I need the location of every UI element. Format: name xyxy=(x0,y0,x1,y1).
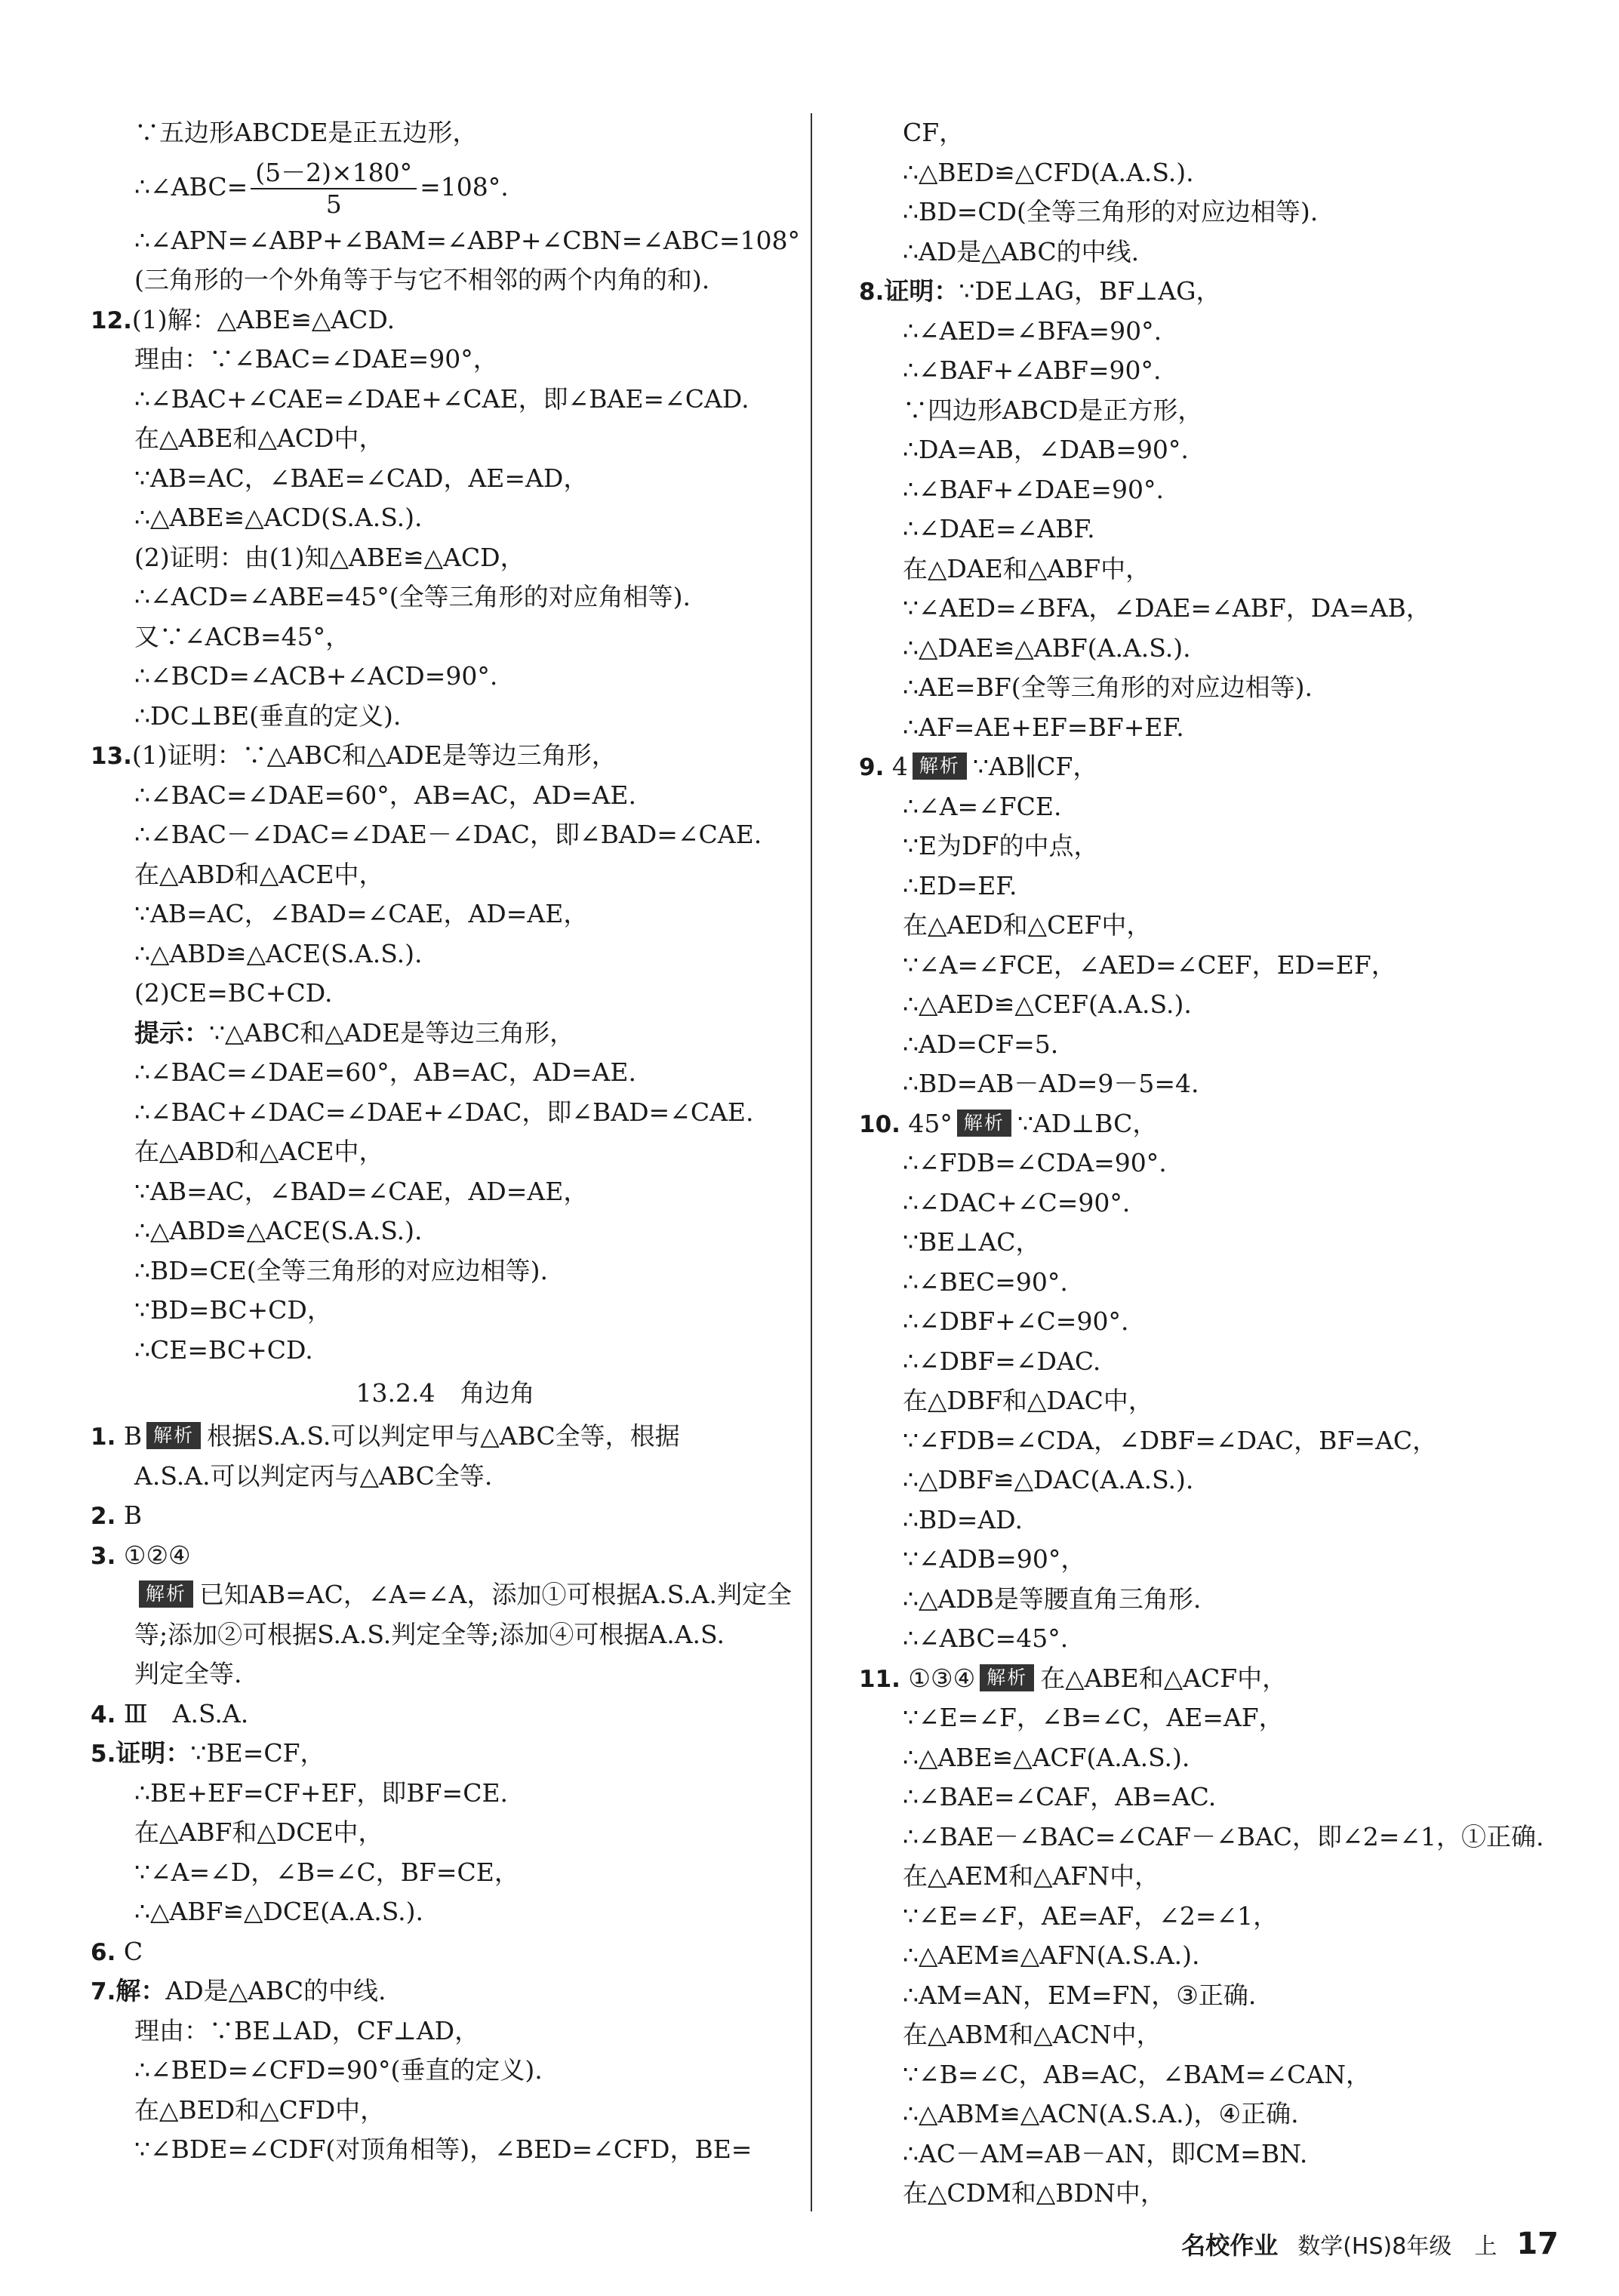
text-line: (2)CE=BC+CD. xyxy=(134,978,333,1008)
text-line: ∴△DBF≌△DAC(A.A.S.). xyxy=(903,1465,1194,1494)
footer-subject: 数学(HS)8年级 上 xyxy=(1297,2233,1497,2260)
left-column xyxy=(91,113,800,2170)
text-line: ∵BE⊥AC， xyxy=(903,1227,1041,1257)
analysis-line: 解析 已知AB=AC，∠A=∠A，添加①可根据A.S.A.判定全 xyxy=(91,1575,800,1615)
text-line: ∵∠BDE=∠CDF(对顶角相等)，∠BED=∠CFD，BE= xyxy=(134,2134,753,2164)
text-line: CF， xyxy=(903,118,965,147)
text-line: ∴BD=CE(全等三角形的对应边相等). xyxy=(134,1255,548,1285)
text-line: ∵AB=AC，∠BAD=∠CAE，AD=AE， xyxy=(134,899,589,928)
text-line: ∴∠BAF+∠DAE=90°. xyxy=(903,474,1164,504)
text-line: 在△ABD和△ACE中， xyxy=(134,1137,384,1166)
question-8: 8.证明：∵DE⊥AG，BF⊥AG， xyxy=(859,276,1221,306)
text-line: ∴CE=BC+CD. xyxy=(134,1334,313,1365)
text-line: ∵∠E=∠F，AE=AF，∠2=∠1， xyxy=(903,1901,1279,1931)
text-line: ∴∠BAC=∠DAE=60°，AB=AC，AD=AE. xyxy=(134,780,636,810)
question-2: 2. B xyxy=(91,1500,143,1530)
text-line: ∵∠A=∠D，∠B=∠C，BF=CE， xyxy=(134,1857,519,1887)
text-line: ∴BD=AD. xyxy=(903,1504,1023,1534)
text-line: 在△AED和△CEF中， xyxy=(903,910,1152,940)
text-line: ∴∠AED=∠BFA=90°. xyxy=(903,315,1162,346)
text-line: ∴BD=AB－AD=9－5=4. xyxy=(903,1069,1199,1098)
question-9: 9. 4 解析 ∵AB∥CF， xyxy=(859,752,1098,781)
text-line: 在△ABD和△ACE中， xyxy=(134,859,384,889)
text-line: A.S.A.可以判定丙与△ABC全等. xyxy=(134,1460,493,1491)
text-line: ∴AE=BF(全等三角形的对应边相等). xyxy=(903,672,1313,702)
text-line: ∴∠BAE=∠CAF，AB=AC. xyxy=(903,1782,1217,1811)
text-line: ∴∠ABC=45°. xyxy=(903,1624,1069,1653)
section-title: 13.2.4 角边角 xyxy=(356,1378,535,1408)
text-line: 理由：∵∠BAC=∠DAE=90°， xyxy=(134,344,498,374)
text-line: ∴△ABD≌△ACE(S.A.S.). xyxy=(134,1216,423,1245)
text-line: ∴△DAE≌△ABF(A.A.S.). xyxy=(903,632,1191,663)
text-line: 在△BED和△CFD中， xyxy=(134,2094,386,2125)
text-line: ∴∠BAE－∠BAC=∠CAF－∠BAC，即∠2=∠1，①正确. xyxy=(903,1821,1544,1851)
text-line: ∴∠BAC－∠DAC=∠DAE－∠DAC，即∠BAD=∠CAE. xyxy=(134,820,762,849)
text-line: 在△ABE和△ACD中， xyxy=(134,423,384,453)
text-line: ∵AB=AC，∠BAD=∠CAE，AD=AE， xyxy=(134,1176,589,1206)
question-3: 3. ①②④ xyxy=(91,1540,191,1570)
text-line: ∴∠BAC=∠DAE=60°，AB=AC，AD=AE. xyxy=(134,1057,636,1087)
text-line: ∴∠DBF=∠DAC. xyxy=(903,1346,1101,1376)
text-line: ∵E为DF的中点， xyxy=(903,831,1099,860)
text-line: 等;添加②可根据S.A.S.判定全等;添加④可根据A.A.S. xyxy=(134,1619,725,1649)
text-line: ∵五边形ABCDE是正五边形， xyxy=(134,118,478,147)
question-7: 7.解：AD是△ABC的中线. xyxy=(91,1976,386,2005)
text-line: ∵BD=BC+CD， xyxy=(134,1295,332,1325)
question-13: 13.(1)证明：∵△ABC和△ADE是等边三角形， xyxy=(91,740,617,770)
text-line: ∴AD=CF=5. xyxy=(903,1029,1059,1059)
question-10: 10. 45° 解析 ∵AD⊥BC， xyxy=(859,1108,1158,1138)
text-line: 在△ABM和△ACN中， xyxy=(903,2020,1162,2049)
text-line: ∴△ABM≌△ACN(A.S.A.)，④正确. xyxy=(903,2099,1299,2128)
text-line: ∵∠A=∠FCE，∠AED=∠CEF，ED=EF， xyxy=(903,949,1396,980)
text-line: ∴DC⊥BE(垂直的定义). xyxy=(134,700,402,731)
text-line: ∴∠BAC+∠CAE=∠DAE+∠CAE，即∠BAE=∠CAD. xyxy=(134,383,749,414)
question-6: 6. C xyxy=(91,1936,143,1966)
page-footer xyxy=(1181,2227,1559,2261)
text-line: 在△CDM和△BDN中， xyxy=(903,2178,1165,2208)
question-1: 1. B 解析 根据S.A.S.可以判定甲与△ABC全等，根据 xyxy=(91,1421,680,1451)
text-line: ∴AD是△ABC的中线. xyxy=(903,236,1140,266)
analysis-tag: 解析 xyxy=(957,1110,1011,1137)
text-line: ∴∠DBF+∠C=90°. xyxy=(903,1307,1129,1336)
analysis-tag: 解析 xyxy=(913,753,967,780)
text-line: ∴△BED≌△CFD(A.A.S.). xyxy=(903,157,1194,187)
text-line: ∴∠A=∠FCE. xyxy=(903,791,1062,821)
text-line: ∴△ABE≌△ACD(S.A.S.). xyxy=(134,503,423,532)
text-line: (三角形的一个外角等于与它不相邻的两个内角的和). xyxy=(134,265,710,294)
text-line: ∴∠BAC+∠DAC=∠DAE+∠DAC，即∠BAD=∠CAE. xyxy=(134,1097,754,1127)
text-line: ∵∠B=∠C，AB=AC，∠BAM=∠CAN， xyxy=(903,2059,1371,2089)
text-line: 在△DAE和△ABF中， xyxy=(903,553,1151,583)
right-column xyxy=(859,113,1561,2214)
text-line: ∴△ABE≌△ACF(A.A.S.). xyxy=(903,1742,1190,1772)
text-line: ∵AB=AC，∠BAE=∠CAD，AE=AD， xyxy=(134,463,589,493)
text-line: ∴∠BCD=∠ACB+∠ACD=90°. xyxy=(134,661,498,691)
text-line: ∴∠ACD=∠ABE=45°(全等三角形的对应角相等). xyxy=(134,582,691,611)
text-line: ∴ED=EF. xyxy=(903,870,1017,900)
text-line: 理由：∵BE⊥AD，CF⊥AD， xyxy=(134,2015,480,2045)
text-line: ∴△ABD≌△ACE(S.A.S.). xyxy=(134,938,423,968)
text-line: ∴∠FDB=∠CDA=90°. xyxy=(903,1148,1167,1177)
fraction: $\frac{(5-2)\times 180^\circ}{5}$ xyxy=(251,158,417,220)
text-line: ∴∠BAF+∠ABF=90°. xyxy=(903,355,1162,385)
analysis-tag: 解析 xyxy=(980,1664,1034,1691)
text-line: ∵∠E=∠F，∠B=∠C，AE=AF， xyxy=(903,1703,1284,1732)
text-line: ∴BD=CD(全等三角形的对应边相等). xyxy=(903,197,1319,226)
text-line: 判定全等. xyxy=(134,1659,242,1688)
text-line: ∵∠FDB=∠CDA，∠DBF=∠DAC，BF=AC， xyxy=(903,1425,1438,1455)
question-12: 12.(1)解：△ABE≌△ACD. xyxy=(91,304,396,334)
text-line: ∴△AED≌△CEF(A.A.S.). xyxy=(903,989,1192,1019)
text-line: ∴BE+EF=CF+EF，即BF=CE. xyxy=(134,1777,509,1808)
question-11: 11. ①③④ 解析 在△ABE和△ACF中， xyxy=(859,1663,1288,1693)
text-line: 在△ABF和△DCE中， xyxy=(134,1817,383,1847)
text-line: ∵∠ADB=90°， xyxy=(903,1544,1086,1574)
text-line: ∴△ABF≌△DCE(A.A.S.). xyxy=(134,1897,423,1926)
text-line: ∵四边形ABCD是正方形， xyxy=(903,395,1203,425)
text-line: ∴∠DAC+∠C=90°. xyxy=(903,1187,1131,1217)
analysis-tag: 解析 xyxy=(146,1422,201,1449)
text-line: 又∵∠ACB=45°， xyxy=(134,621,351,651)
hint-line: 提示：∵△ABC和△ADE是等边三角形， xyxy=(134,1017,575,1048)
text-line: ∴∠BEC=90°. xyxy=(903,1266,1068,1297)
analysis-tag: 解析 xyxy=(139,1580,193,1608)
text-line: ∴△AEM≌△AFN(A.S.A.). xyxy=(903,1941,1200,1970)
text-line: (2)证明：由(1)知△ABE≌△ACD， xyxy=(134,542,525,572)
text-line: ∴∠BED=∠CFD=90°(垂直的定义). xyxy=(134,2055,543,2085)
text-line: ∴AF=AE+EF=BF+EF. xyxy=(903,712,1184,742)
fraction-line: ∴∠ABC= $\frac{(5-2)\times 180^\circ}{5}$ =108°. xyxy=(134,157,509,219)
question-4: 4. Ⅲ A.S.A. xyxy=(91,1698,249,1728)
text-line: ∴DA=AB，∠DAB=90°. xyxy=(903,435,1189,464)
text-line: 在△DBF和△DAC中， xyxy=(903,1386,1153,1415)
text-line: ∵∠AED=∠BFA，∠DAE=∠ABF，DA=AB， xyxy=(903,593,1431,623)
page-number: 17 xyxy=(1516,2227,1559,2261)
text-line: ∴AC－AM=AB－AN，即CM=BN. xyxy=(903,2138,1308,2168)
text-line: ∴AM=AN，EM=FN，③正确. xyxy=(903,1980,1257,2010)
text-line: ∴∠APN=∠ABP+∠BAM=∠ABP+∠CBN=∠ABC=108° xyxy=(134,225,800,255)
text-line: ∴△ADB是等腰直角三角形. xyxy=(903,1584,1202,1614)
question-5: 5.证明：∵BE=CF， xyxy=(91,1738,325,1768)
text-line: ∴∠DAE=∠ABF. xyxy=(903,514,1095,543)
text-line: 在△AEM和△AFN中， xyxy=(903,1861,1160,1891)
footer-brand: 名校作业 xyxy=(1181,2231,1279,2260)
column-divider xyxy=(811,113,812,2211)
